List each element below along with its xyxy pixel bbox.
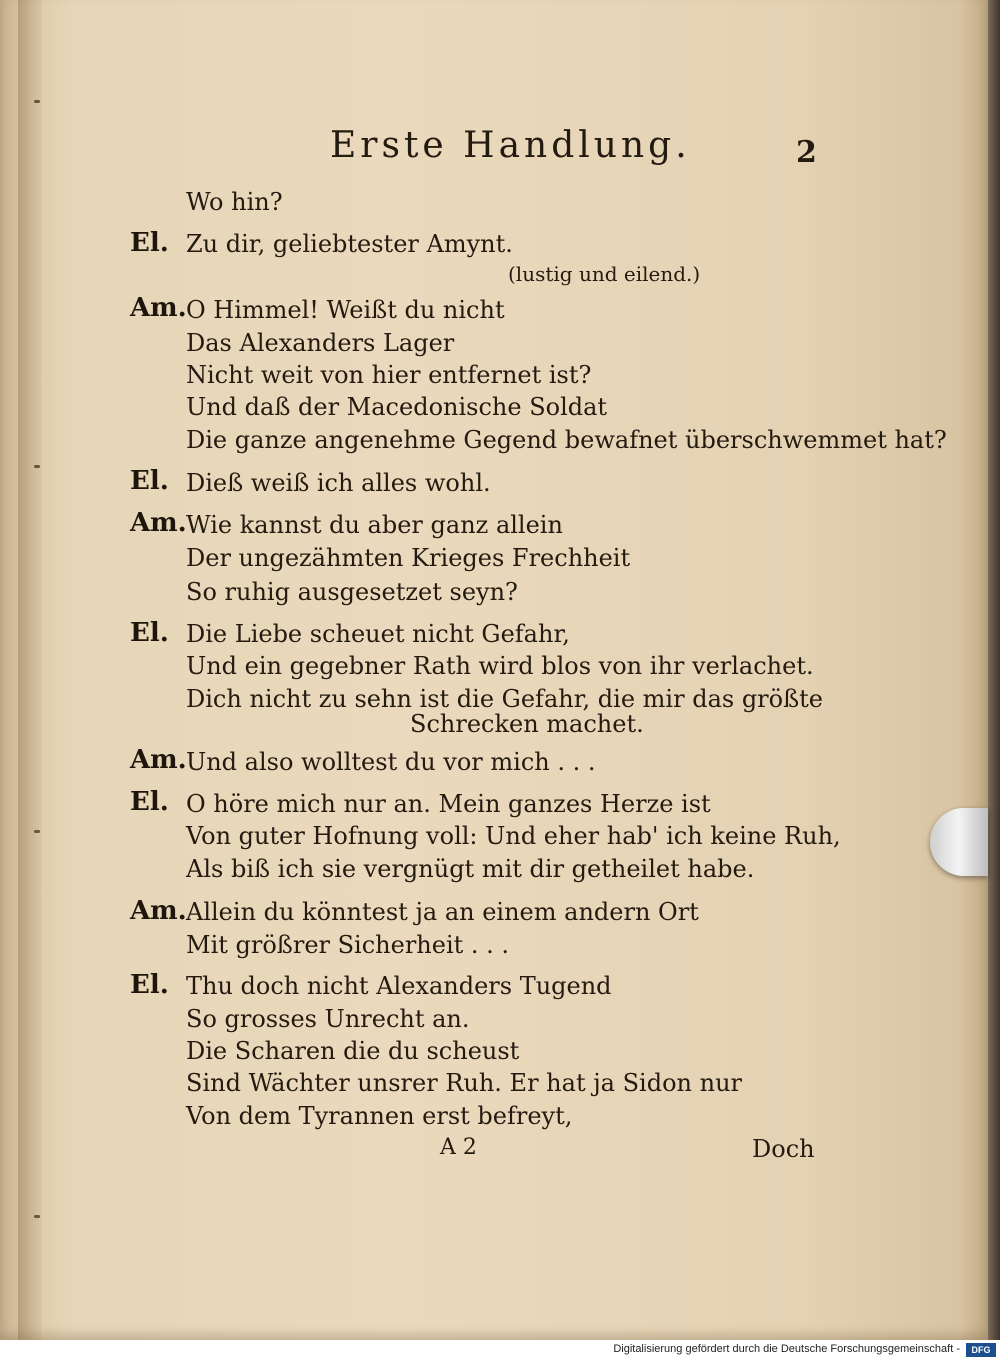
speaker-label: El. [130,466,169,496]
stage-direction: (lustig und eilend.) [508,262,701,286]
text-line: Von guter Hofnung voll: Und eher hab' ich keine Ruh, [186,822,841,850]
text-line: Die ganze angenehme Gegend bewafnet überschwemmet hat? [186,426,947,454]
text-line: Die Scharen die du scheust [186,1037,520,1065]
text-line: Der ungezähmten Krieges Frechheit [186,544,631,572]
text-line: Mit größrer Sicherheit . . . [186,931,510,959]
text-line: O höre mich nur an. Mein ganzes Herze ist [186,790,711,818]
text-line: Dieß weiß ich alles wohl. [186,469,491,497]
text-line: Und also wolltest du vor mich . . . [186,748,596,776]
text-line: O Himmel! Weißt du nicht [186,296,505,324]
text-line: Dich nicht zu sehn ist die Gefahr, die mir das größte [186,685,823,713]
catchword: Doch [752,1135,815,1163]
text-line: Thu doch nicht Alexanders Tugend [186,972,612,1000]
text-line: Wie kannst du aber ganz allein [186,511,563,539]
text-line: Von dem Tyrannen erst befreyt, [186,1102,573,1130]
page-edge-shadow [988,0,1000,1340]
speaker-label: El. [130,618,169,648]
text-line: Nicht weit von hier entfernet ist? [186,361,592,389]
speaker-label: Am. [130,745,187,775]
speaker-label: El. [130,787,169,817]
text-line: Als biß ich sie vergnügt mit dir getheilet habe. [186,855,755,883]
speaker-label: El. [130,228,169,258]
speaker-label: Am. [130,293,187,323]
binding-stitch [34,100,40,103]
text-line: Allein du könntest ja an einem andern Ort [186,898,699,926]
binding-stitch [34,830,40,833]
speaker-label: Am. [130,508,187,538]
funding-credit: Digitalisierung gefördert durch die Deutsche Forschungsgemeinschaft - [613,1343,960,1355]
page-heading: Erste Handlung. [330,125,691,166]
speaker-label: El. [130,970,169,1000]
text-line: Zu dir, geliebtester Amynt. [186,230,513,258]
text-line: So ruhig ausgesetzet seyn? [186,578,518,606]
dfg-logo: DFG [966,1343,996,1357]
binding-gutter [18,0,42,1340]
page-number: 2 [796,135,817,170]
text-line: Und daß der Macedonische Soldat [186,393,608,421]
text-line: Das Alexanders Lager [186,329,455,357]
text-line: Schrecken machet. [410,710,644,738]
speaker-label: Am. [130,896,187,926]
text-line: Und ein gegebner Rath wird blos von ihr verlachet. [186,652,814,680]
binding-stitch [34,465,40,468]
digitization-footer [0,1340,1000,1362]
text-line: Wo hin? [186,188,283,216]
text-line: Die Liebe scheuet nicht Gefahr, [186,620,570,648]
binding-stitch [34,1215,40,1218]
text-line: Sind Wächter unsrer Ruh. Er hat ja Sidon nur [186,1069,742,1097]
text-line: So grosses Unrecht an. [186,1005,470,1033]
signature-mark: A 2 [440,1135,477,1160]
